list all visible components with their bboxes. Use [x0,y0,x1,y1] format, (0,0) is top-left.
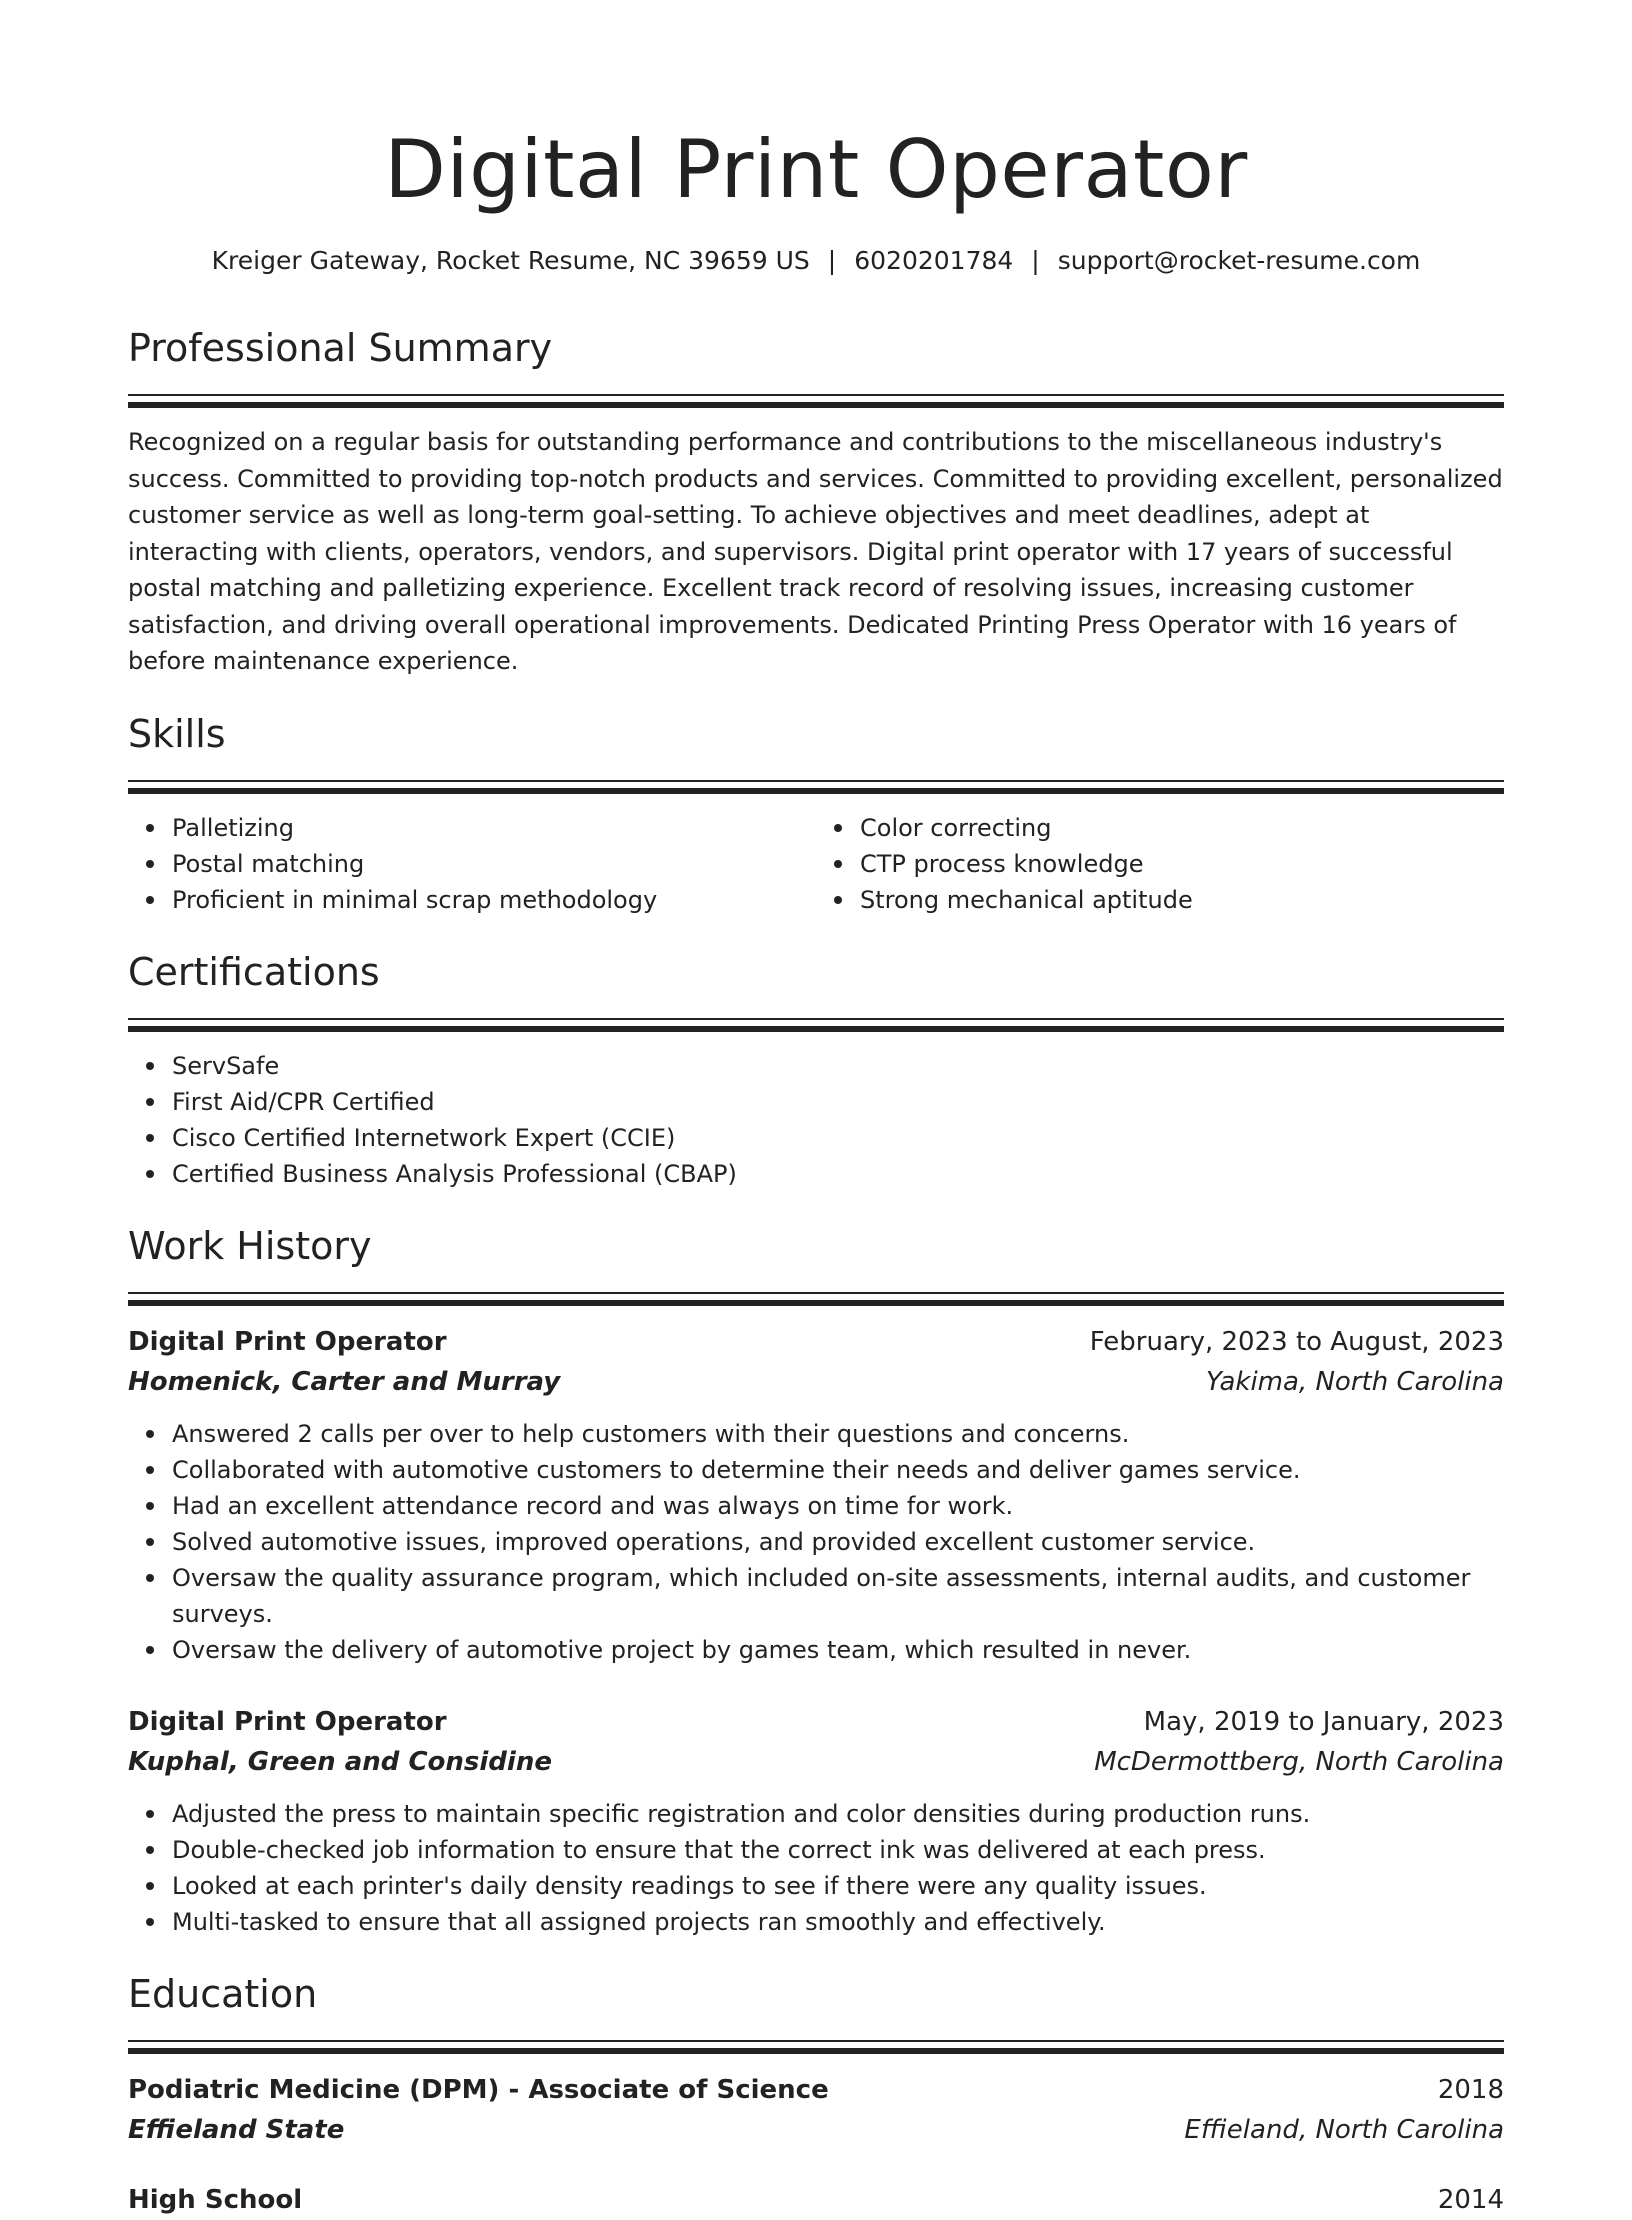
job-bullet: Collaborated with automotive customers to determine their needs and deliver games service. [172,1452,1504,1488]
skill-item: Strong mechanical aptitude [860,882,1504,918]
education-entry [128,2180,1504,2220]
education-location: Effieland, North Carolina [1184,2114,1504,2145]
job-location: Yakima, North Carolina [1205,1366,1504,1397]
section-divider [128,394,1504,408]
job-bullet: Oversaw the quality assurance program, which included on-site assessments, internal audits, and customer surveys. [172,1560,1504,1632]
job-bullet: Multi-tasked to ensure that all assigned projects ran smoothly and effectively. [172,1904,1504,1940]
job-bullet: Had an excellent attendance record and was always on time for work. [172,1488,1504,1524]
job-bullet: Oversaw the delivery of automotive project by games team, which resulted in never. [172,1632,1504,1668]
section-divider [128,2040,1504,2054]
skill-item: CTP process knowledge [860,846,1504,882]
section-divider [128,1292,1504,1306]
education-year: 2014 [1437,2184,1504,2215]
skill-item: Postal matching [172,846,816,882]
work-history-section [128,1222,1504,1940]
job-bullet: Solved automotive issues, improved operations, and provided excellent customer service. [172,1524,1504,1560]
certification-item: First Aid/CPR Certified [172,1084,1504,1120]
education-section [128,1970,1504,2220]
section-title-work-history: Work History [128,1223,372,1268]
job-entry [128,1702,1504,1940]
job-entry [128,1322,1504,1668]
contact-separator: | [1031,246,1040,275]
job-dates: May, 2019 to January, 2023 [1143,1706,1504,1737]
resume-name: Digital Print Operator [384,123,1248,216]
skill-item: Palletizing [172,810,816,846]
certification-item: ServSafe [172,1048,1504,1084]
job-company: Homenick, Carter and Murray [128,1366,561,1397]
education-entry [128,2070,1504,2150]
section-title-skills: Skills [128,711,226,756]
certifications-section [128,948,1504,1192]
section-divider [128,780,1504,794]
section-divider [128,1018,1504,1032]
skills-grid [128,810,1504,918]
job-title: Digital Print Operator [128,1706,447,1737]
skill-item: Color correcting [860,810,1504,846]
contact-line [128,244,1504,278]
skill-item: Proficient in minimal scrap methodology [172,882,816,918]
certification-item: Certified Business Analysis Professional (CBAP) [172,1156,1504,1192]
summary-text: Recognized on a regular basis for outstanding performance and contributions to the miscellaneous industry's success. Committed to providing top-notch products and services. Committed to providing excellent, personalized customer service as well as long-term goal-setting. To achieve objectives and meet deadlines, adept at interacting with clients, operators, vendors, and supervisors. Digital print operator with 17 years of successful postal matching and palletizing experience. Excellent track record of resolving issues, increasing customer satisfaction, and driving overall operational improvements. Dedicated Printing Press Operator with 16 years of before maintenance experience. [128,428,1503,675]
section-title-summary: Professional Summary [128,326,553,370]
contact-phone: 6020201784 [854,246,1014,275]
job-bullet: Answered 2 calls per over to help customers with their questions and concerns. [172,1416,1504,1452]
section-title-certifications: Certifications [128,949,380,994]
education-school: Effieland State [128,2114,345,2145]
skills-section [128,710,1504,918]
job-dates: February, 2023 to August, 2023 [1089,1326,1504,1357]
section-title-education: Education [128,1971,318,2016]
education-year: 2018 [1437,2074,1504,2105]
certification-item: Cisco Certified Internetwork Expert (CCIE) [172,1120,1504,1156]
contact-separator: | [827,246,837,275]
education-degree: High School [128,2184,303,2215]
contact-address: Kreiger Gateway, Rocket Resume, NC 39659 US [211,246,810,275]
job-location: McDermottberg, North Carolina [1094,1746,1504,1777]
summary-section [128,324,1504,680]
contact-email: support@rocket-resume.com [1057,246,1421,275]
job-bullet: Adjusted the press to maintain specific registration and color densities during production runs. [172,1796,1504,1832]
job-bullet: Looked at each printer's daily density readings to see if there were any quality issues. [172,1868,1504,1904]
job-company: Kuphal, Green and Considine [128,1746,552,1777]
education-degree: Podiatric Medicine (DPM) - Associate of Science [128,2074,829,2105]
job-bullet: Double-checked job information to ensure that the correct ink was delivered at each press. [172,1832,1504,1868]
job-title: Digital Print Operator [128,1326,447,1357]
